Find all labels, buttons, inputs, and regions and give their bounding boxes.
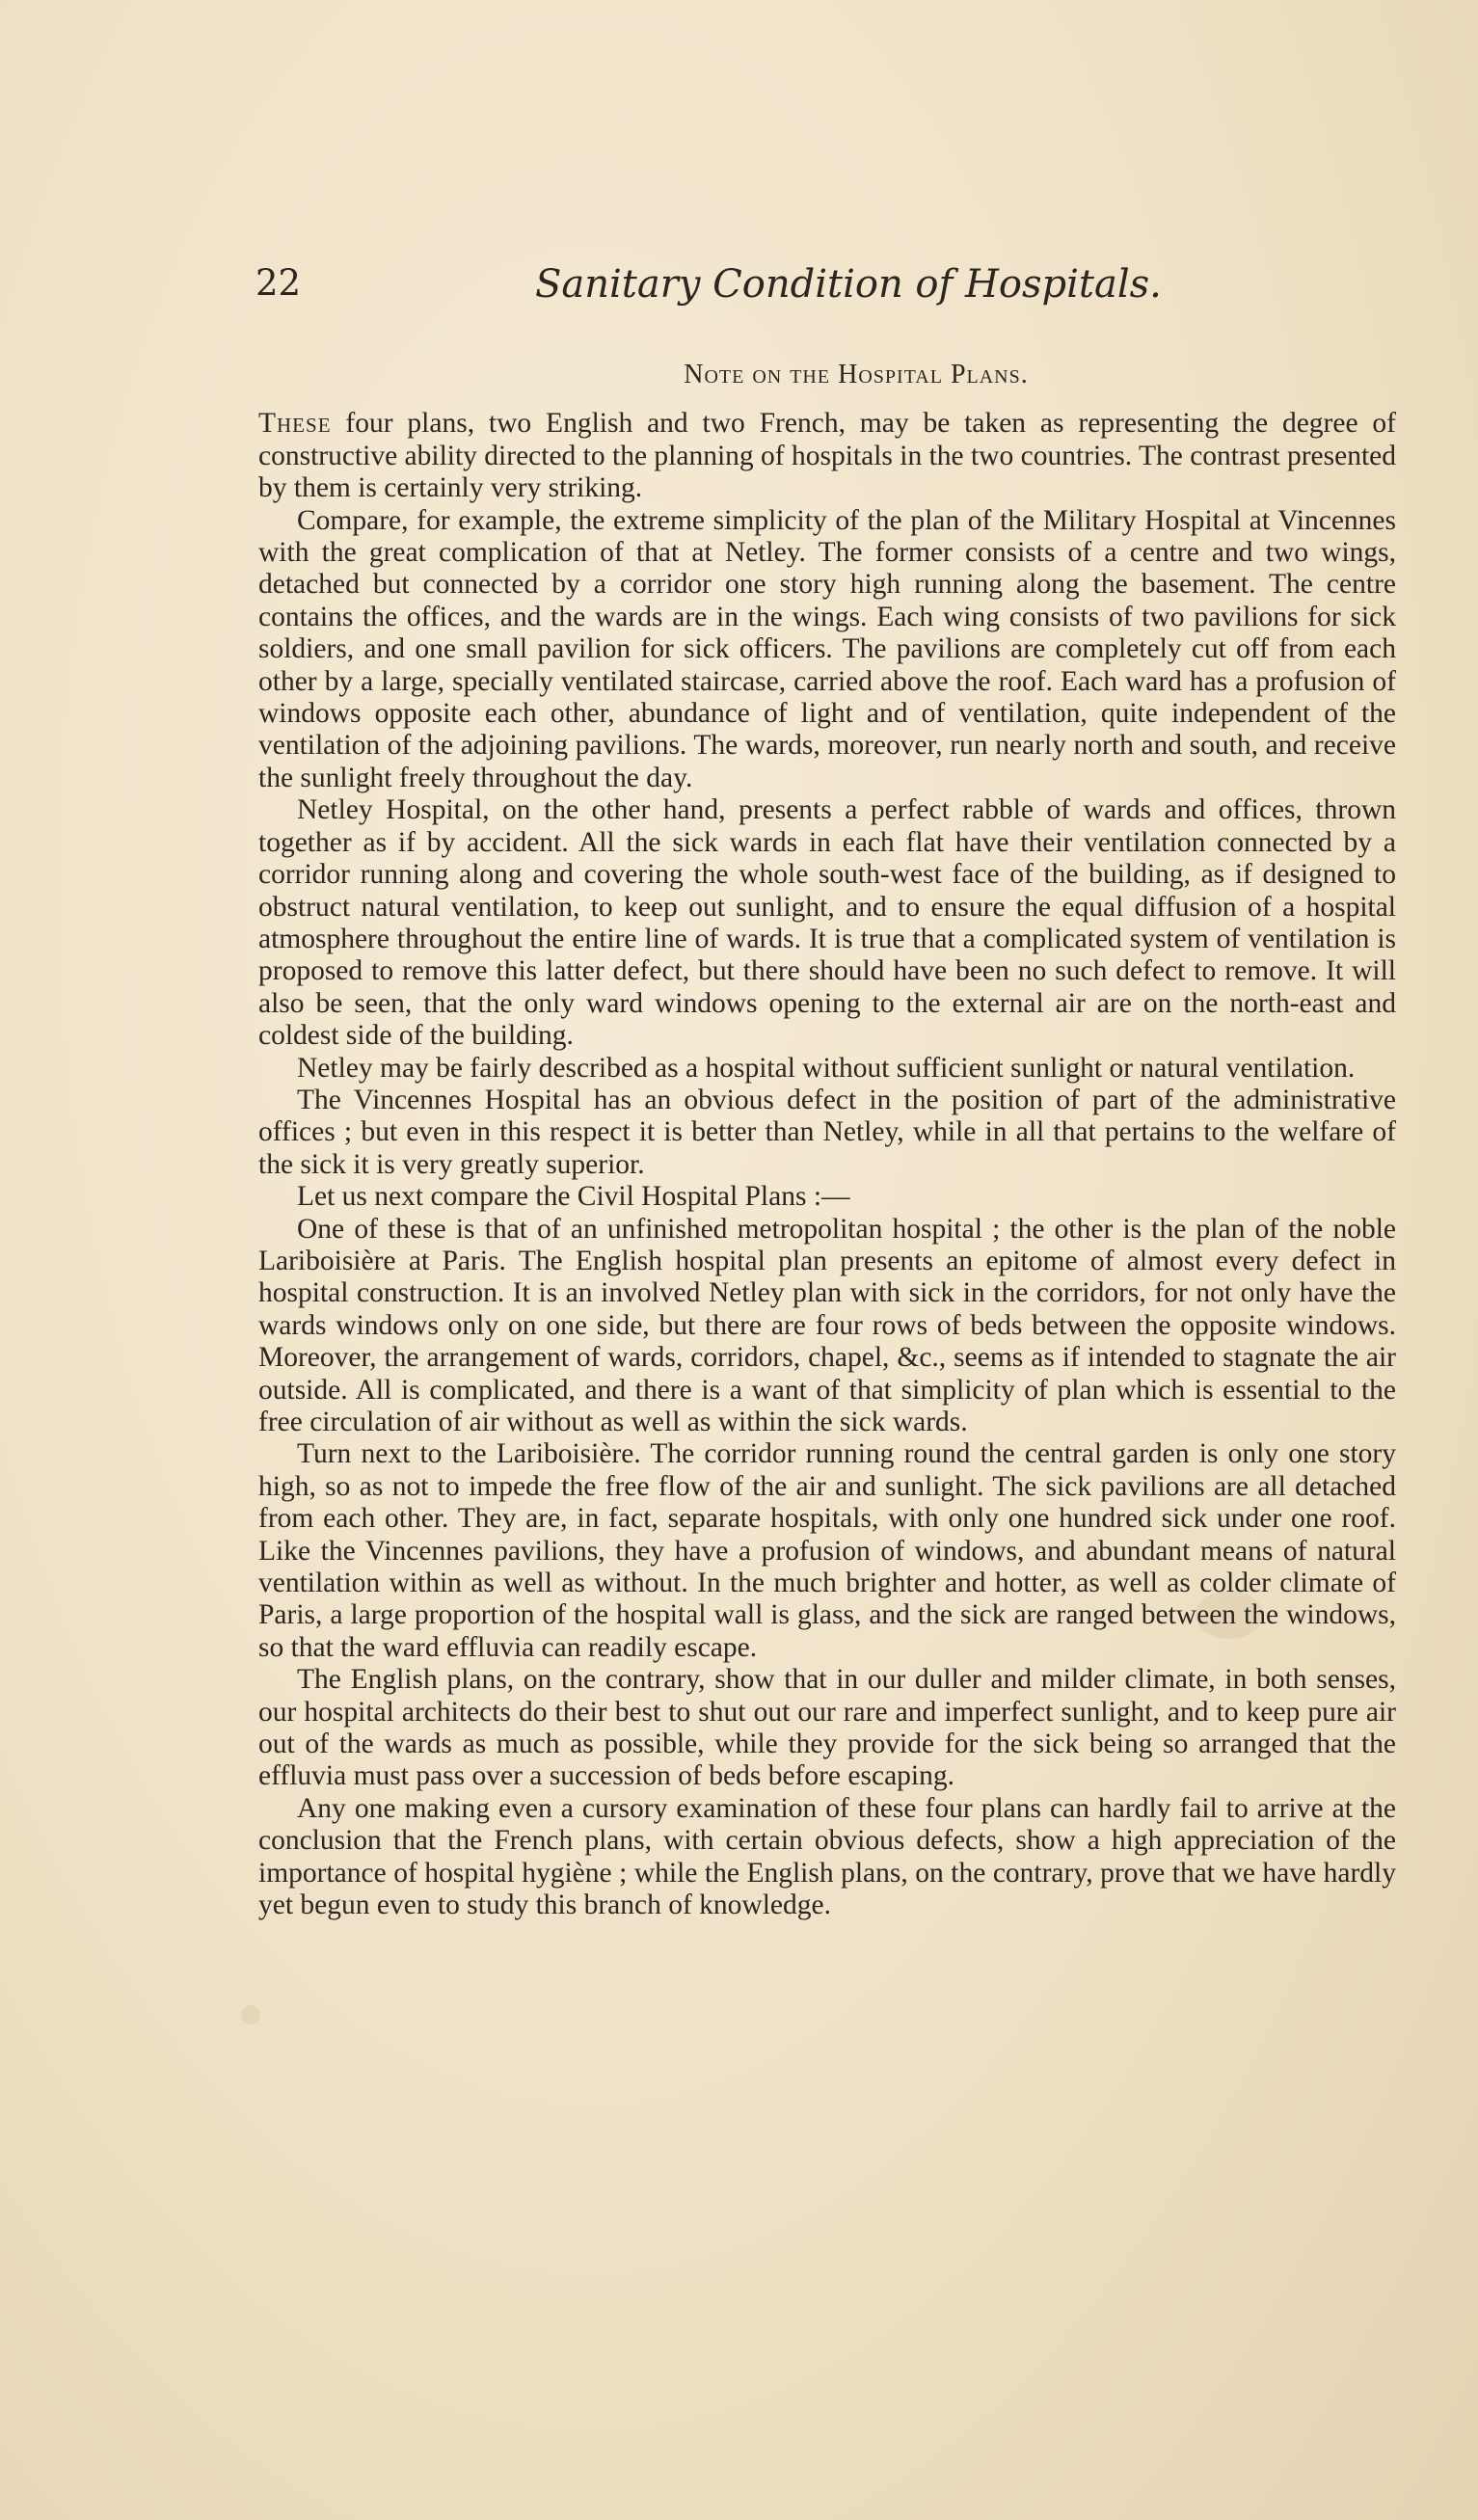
paragraph: Let us next compare the Civil Hospital Plans :—: [297, 1181, 850, 1213]
page-header: [255, 262, 1403, 320]
section-heading: Note on the Hospital Plans.: [684, 360, 1029, 389]
page-number: 22: [255, 262, 302, 304]
paragraph: Netley may be fairly described as a hospital without sufficient sunlight or natural ventilation.: [297, 1052, 1356, 1084]
running-title: Sanitary Condition of Hospitals.: [535, 262, 1162, 307]
page-stain: [241, 2005, 260, 2024]
paragraph: Compare, for example, the extreme simplicity of the plan of the Military Hospital at Vincennes with the great complication of that at Netley. The former consists of a centre and two wings, detached but connected by a corridor one story high running along the basement. The centre contains the offices, and the wards are in the wings. Each wing consists of two pavilions for sick soldiers, and one small pavilion for sick officers. The pavilions are completely cut off from each other by a large, specially ventilated staircase, carried above the roof. Each ward has a profusion of windows opposite each other, abundance of light and of ventilation, quite independent of the ventilation of the adjoining pavilions. The wards, moreover, run nearly north and south, and receive the sunlight freely throughout the day.: [258, 504, 1396, 793]
paragraph: The Vincennes Hospital has an obvious defect in the position of part of the administrative offices ; but even in this respect it is better than Netley, while in all that pertains to the welfare of the sick it is very greatly superior.: [258, 1084, 1396, 1180]
paragraph: Any one making even a cursory examination of these four plans can hardly fail to arrive at the conclusion that the French plans, with certain obvious defects, show a high appreciation of the importance of hospital hygiène ; while the English plans, on the contrary, prove that we have hardly yet begun even to study this branch of knowledge.: [258, 1792, 1396, 1921]
body-text: [258, 359, 1396, 1922]
drop-word: These: [258, 408, 332, 440]
paragraph: Turn next to the Lariboisière. The corridor running round the central garden is only one story high, so as not to impede the free flow of the air and sunlight. The sick pavilions are all detached from each other. They are, in fact, separate hospitals, with only one hundred sick under one roof. Like the Vincennes pavilions, they have a profusion of windows, and abundant means of natural ventilation within as well as without. In the much brighter and hotter, as well as colder climate of Paris, a large proportion of the hospital wall is glass, and the sick are ranged between the windows, so that the ward effluvia can readily escape.: [258, 1438, 1396, 1663]
paragraph: These four plans, two English and two French, may be taken as representing the degree of constructive ability directed to the planning of hospitals in the two countries. The contrast presented by them is certainly very striking.: [258, 408, 1396, 504]
paragraph: One of these is that of an unfinished metropolitan hospital ; the other is the plan of the noble Lariboisière at Paris. The English hospital plan presents an epitome of almost every defect in hospital construction. It is an involved Netley plan with sick in the corridors, for not only have the wards windows only on one side, but there are four rows of beds between the opposite windows. Moreover, the arrangement of wards, corridors, chapel, &c., seems as if intended to stagnate the air outside. All is complicated, and there is a want of that simplicity of plan which is essential to the free circulation of air without as well as within the sick wards.: [258, 1213, 1396, 1437]
paragraph: Netley Hospital, on the other hand, presents a perfect rabble of wards and offices, thrown together as if by accident. All the sick wards in each flat have their ventilation connected by a corridor running along and covering the whole south-west face of the building, as if designed to obstruct natural ventilation, to keep out sunlight, and to ensure the equal diffusion of a hospital atmosphere throughout the entire line of wards. It is true that a complicated system of ventilation is proposed to remove this latter defect, but there should have been no such defect to remove. It will also be seen, that the only ward windows opening to the external air are on the north-east and coldest side of the building.: [258, 794, 1396, 1052]
paragraph: The English plans, on the contrary, show that in our duller and milder climate, in both senses, our hospital architects do their best to shut out our rare and imperfect sunlight, and to keep pure air out of the wards as much as possible, while they provide for the sick being so arranged that the effluvia must pass over a succession of beds before escaping.: [258, 1664, 1396, 1792]
